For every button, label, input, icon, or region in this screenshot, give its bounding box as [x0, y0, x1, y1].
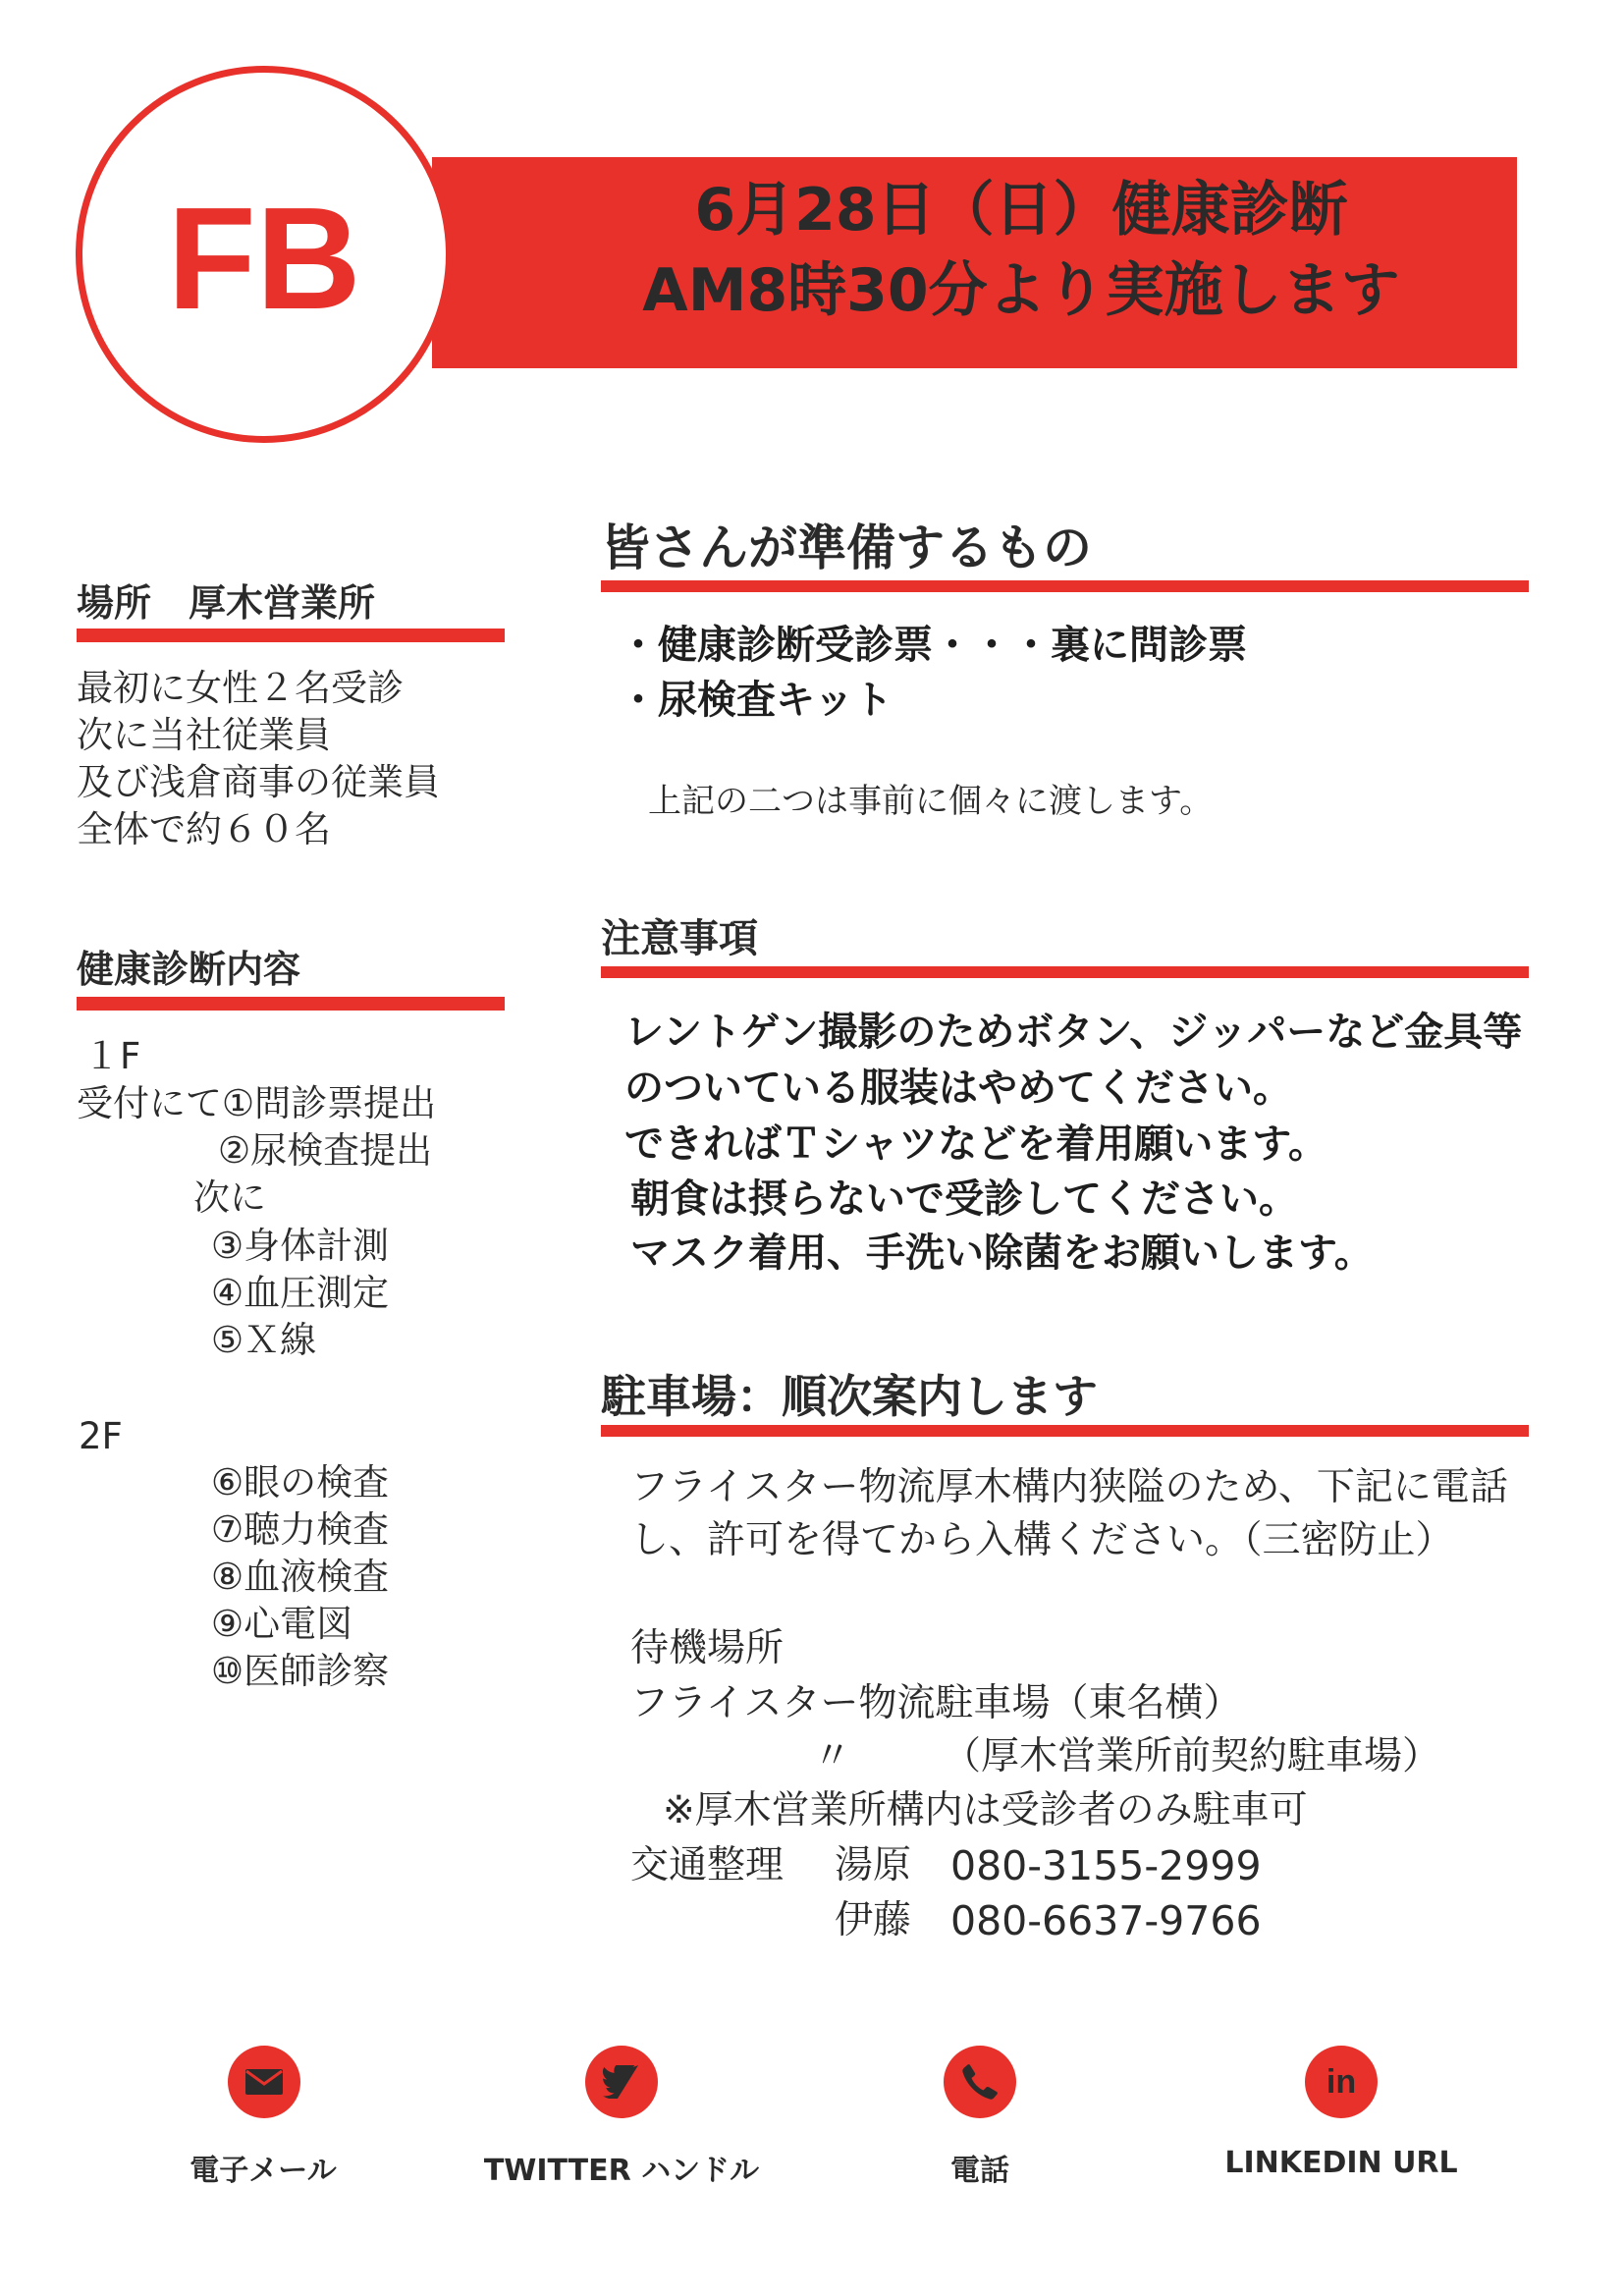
location-line: 次に当社従業員 — [77, 714, 331, 756]
exam-heading: 健康診断内容 — [77, 948, 301, 991]
prepare-item: ・健康診断受診票・・・裏に問診票 — [619, 623, 1247, 668]
phone-label: 電話 — [950, 2154, 1009, 2188]
contact-name: 湯原 — [835, 1843, 912, 1887]
location-line: 及び浅倉商事の従業員 — [77, 761, 440, 803]
parking-heading: 駐車場：順次案内します — [601, 1370, 1098, 1423]
twitter-label: TWITTER ハンドル — [483, 2154, 760, 2188]
notes-line: マスク着用、手洗い除菌をお願いします。 — [630, 1230, 1374, 1276]
banner-time-line: AM8時30分より実施します — [642, 256, 1400, 325]
prepare-note: 上記の二つは事前に個々に渡します。 — [648, 782, 1214, 821]
fb-logo-text: FB — [167, 178, 361, 340]
email-label: 電子メール — [189, 2154, 337, 2188]
exam-reception: 受付にて①問診票提出 — [77, 1082, 437, 1124]
linkedin-icon[interactable]: in — [1305, 2046, 1378, 2118]
exam-urine: ②尿検査提出 — [218, 1129, 433, 1172]
exam-item: ⑥眼の検査 — [211, 1461, 390, 1503]
location-heading-underline — [77, 629, 505, 642]
parking-lot-1: フライスター物流駐車場（東名横） — [630, 1681, 1242, 1725]
parking-wait-label: 待機場所 — [630, 1626, 785, 1670]
notes-line: レントゲン撮影のためボタン、ジッパーなど金具等 — [624, 1010, 1523, 1055]
parking-intro: フライスター物流厚木構内狭隘のため、下記に電話 — [630, 1465, 1508, 1509]
exam-next: 次に — [193, 1176, 266, 1219]
email-icon[interactable] — [228, 2046, 300, 2118]
contact-phone: 080-6637-9766 — [950, 1897, 1262, 1944]
notes-heading: 注意事項 — [601, 916, 758, 961]
notes-heading-underline — [601, 966, 1529, 978]
notes-line: 朝食は摂らないで受診してください。 — [630, 1176, 1298, 1222]
location-heading: 場所 厚木営業所 — [77, 581, 376, 625]
exam-heading-underline — [77, 997, 505, 1011]
prepare-heading: 皆さんが準備するもの — [601, 519, 1092, 576]
location-line: 全体で約６０名 — [77, 808, 331, 850]
contact-phone: 080-3155-2999 — [950, 1842, 1262, 1889]
exam-item: ④血圧測定 — [211, 1272, 390, 1314]
parking-ditto-mark: 〃 — [813, 1734, 852, 1778]
traffic-label: 交通整理 — [630, 1843, 785, 1887]
twitter-icon[interactable] — [585, 2046, 658, 2118]
exam-item: ③身体計測 — [211, 1225, 390, 1267]
exam-floor-2: 2F — [79, 1415, 123, 1457]
parking-heading-underline — [601, 1425, 1529, 1437]
exam-item: ⑧血液検査 — [211, 1556, 390, 1598]
exam-item: ⑩医師診察 — [211, 1650, 390, 1692]
exam-item: ⑦聴力検査 — [211, 1508, 390, 1551]
notes-line: できればＴシャツなどを着用願います。 — [624, 1121, 1327, 1167]
parking-intro: し、許可を得てから入構ください。（三密防止） — [630, 1518, 1454, 1562]
phone-icon[interactable] — [944, 2046, 1016, 2118]
location-line: 最初に女性２名受診 — [77, 667, 404, 709]
notes-line: のついている服装はやめてください。 — [624, 1066, 1292, 1111]
contact-name: 伊藤 — [835, 1898, 912, 1942]
parking-lot-2: （厚木営業所前契約駐車場） — [943, 1734, 1441, 1778]
banner-date-line: 6月28日（日）健康診断 — [694, 176, 1348, 245]
prepare-heading-underline — [601, 580, 1529, 592]
exam-item: ⑤Ｘ線 — [211, 1319, 317, 1361]
prepare-item: ・尿検査キット — [619, 678, 893, 723]
exam-item: ⑨心電図 — [211, 1603, 353, 1645]
parking-caution: ※厚木営業所構内は受診者のみ駐車可 — [663, 1788, 1308, 1832]
exam-floor-1: １F — [83, 1035, 141, 1077]
linkedin-label: LINKEDIN URL — [1224, 2146, 1458, 2180]
